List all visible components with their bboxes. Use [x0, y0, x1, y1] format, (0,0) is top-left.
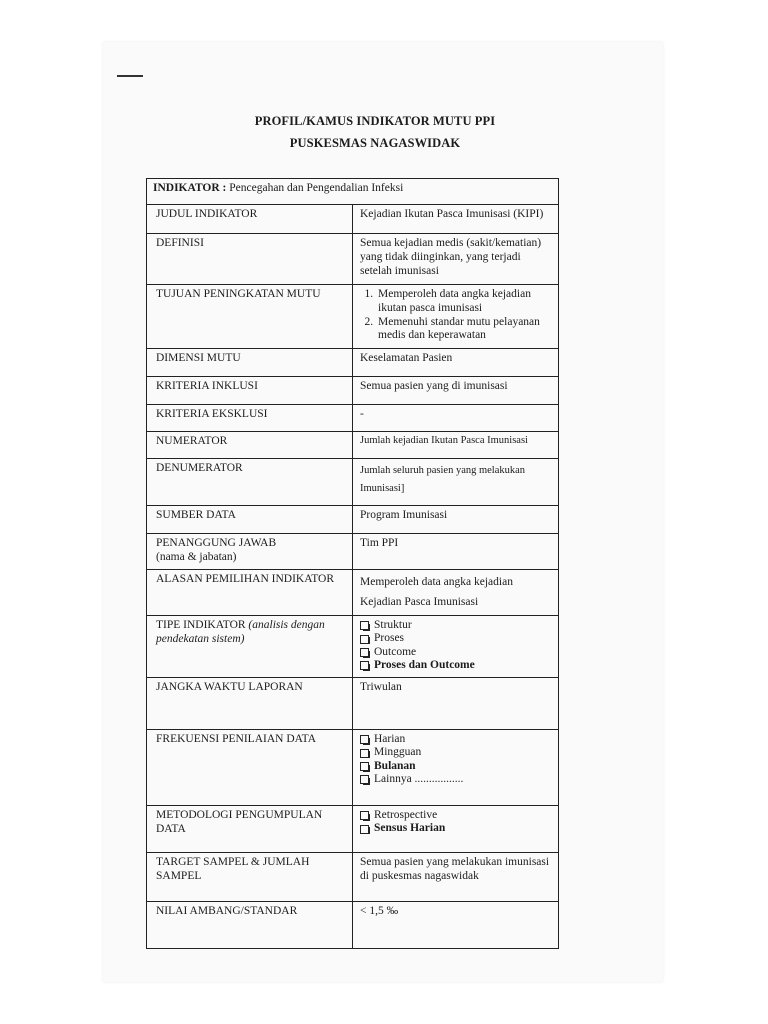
- judul-value: Kejadian Ikutan Pasca Imunisasi (KIPI): [353, 205, 559, 234]
- option-label: Outcome: [374, 645, 417, 658]
- nilai-value: < 1,5 ‰: [353, 902, 559, 949]
- list-item: [360, 659, 553, 672]
- tipe-title: TIPE INDIKATOR: [156, 619, 246, 631]
- tujuan-value: [353, 285, 559, 349]
- tujuan-label: TUJUAN PENINGKATAN MUTU: [147, 285, 353, 349]
- frekuensi-options: [360, 733, 553, 787]
- indikator-label: INDIKATOR :: [153, 182, 227, 194]
- dimensi-value: Keselamatan Pasien: [353, 349, 559, 377]
- list-item: [360, 760, 553, 773]
- checkbox-icon: [360, 648, 369, 657]
- numerator-value: Jumlah kejadian Ikutan Pasca Imunisasi: [353, 432, 559, 459]
- list-item: [360, 746, 553, 759]
- inklusi-label: KRITERIA INKLUSI: [147, 377, 353, 405]
- tipe-value: [353, 616, 559, 678]
- table-row: [147, 616, 559, 678]
- option-label: Mingguan: [374, 746, 422, 759]
- table-row: [147, 285, 559, 349]
- checkbox-icon: [360, 762, 369, 771]
- inklusi-value: Semua pasien yang di imunisasi: [353, 377, 559, 405]
- indikator-cell: [147, 179, 559, 205]
- checkbox-icon: [360, 825, 369, 834]
- numerator-label: NUMERATOR: [147, 432, 353, 459]
- metodologi-label: METODOLOGI PENGUMPULAN DATA: [147, 806, 353, 853]
- denumerator-value: Jumlah seluruh pasien yang melakukan Imunisasi]: [353, 459, 559, 506]
- tipe-label: [147, 616, 353, 678]
- list-item: 2. Memenuhi standar mutu pelayanan medis dan keperawatan: [376, 316, 553, 344]
- table-row: [147, 853, 559, 902]
- jangka-label: JANGKA WAKTU LAPORAN: [147, 678, 353, 730]
- sumber-label: SUMBER DATA: [147, 506, 353, 534]
- table-row: [147, 234, 559, 285]
- table-row: [147, 179, 559, 205]
- eksklusi-label: KRITERIA EKSKLUSI: [147, 405, 353, 432]
- option-label: Lainnya .................: [374, 773, 464, 786]
- table-row: [147, 570, 559, 616]
- table-row: [147, 432, 559, 459]
- table-row: [147, 506, 559, 534]
- dimensi-label: DIMENSI MUTU: [147, 349, 353, 377]
- list-item: [360, 822, 553, 835]
- nilai-label: NILAI AMBANG/STANDAR: [147, 902, 353, 949]
- judul-label: JUDUL INDIKATOR: [147, 205, 353, 234]
- indicator-table: [146, 178, 559, 949]
- list-item: [360, 733, 553, 746]
- target-value: Semua pasien yang melakukan imunisasi di puskesmas nagaswidak: [353, 853, 559, 902]
- list-item: [360, 809, 553, 822]
- denumerator-label: DENUMERATOR: [147, 459, 353, 506]
- penanggung-value: Tim PPI: [353, 534, 559, 570]
- frekuensi-value: [353, 730, 559, 806]
- option-label: Struktur: [374, 619, 412, 631]
- table-row: [147, 806, 559, 853]
- list-item: [360, 619, 553, 632]
- pen-mark: [117, 75, 143, 77]
- definisi-label: DEFINISI: [147, 234, 353, 285]
- definisi-value: Semua kejadian medis (sakit/kematian) yang tidak diinginkan, yang terjadi setelah imunisasi: [353, 234, 559, 285]
- list-item: [360, 773, 553, 786]
- checkbox-icon: [360, 661, 369, 670]
- tipe-options: [360, 619, 553, 673]
- list-item: [360, 632, 553, 645]
- list-item: 1. Memperoleh data angka kejadian ikutan pasca imunisasi: [376, 288, 553, 316]
- table-row: [147, 349, 559, 377]
- eksklusi-value: -: [353, 405, 559, 432]
- list-item: [360, 646, 553, 659]
- option-label-selected: Sensus Harian: [374, 822, 446, 835]
- document-subtitle: PUSKESMAS NAGASWIDAK: [289, 136, 461, 150]
- metodologi-value: [353, 806, 559, 853]
- checkbox-icon: [360, 811, 369, 820]
- table-row: [147, 205, 559, 234]
- tipe-note: (analisis dengan pendekatan sistem): [156, 619, 325, 645]
- target-label: TARGET SAMPEL & JUMLAH SAMPEL: [147, 853, 353, 902]
- option-label-selected: Bulanan: [374, 759, 416, 772]
- option-label: Harian: [374, 733, 406, 745]
- tujuan-list: [360, 288, 553, 343]
- table-row: [147, 678, 559, 730]
- checkbox-icon: [360, 621, 369, 630]
- checkbox-icon: [360, 749, 369, 758]
- metodologi-options: [360, 809, 553, 836]
- option-label: Retrospective: [374, 809, 438, 821]
- table-row: [147, 377, 559, 405]
- penanggung-label: [147, 534, 353, 570]
- checkbox-icon: [360, 635, 369, 644]
- frekuensi-label: FREKUENSI PENILAIAN DATA: [147, 730, 353, 806]
- jangka-value: Triwulan: [353, 678, 559, 730]
- table-row: [147, 730, 559, 806]
- alasan-value: Memperoleh data angka kejadian Kejadian Pasca Imunisasi: [353, 570, 559, 616]
- table-row: [147, 902, 559, 949]
- table-row: [147, 534, 559, 570]
- document-title: PROFIL/KAMUS INDIKATOR MUTU PPI: [254, 114, 496, 128]
- sumber-value: Program Imunisasi: [353, 506, 559, 534]
- penanggung-sublabel: (nama & jabatan): [156, 550, 237, 563]
- table-row: [147, 459, 559, 506]
- indikator-value: Pencegahan dan Pengendalian Infeksi: [229, 182, 404, 194]
- checkbox-icon: [360, 735, 369, 744]
- checkbox-icon: [360, 775, 369, 784]
- table-row: [147, 405, 559, 432]
- alasan-label: ALASAN PEMILIHAN INDIKATOR: [147, 570, 353, 616]
- option-label: Proses: [374, 632, 405, 645]
- option-label-selected: Proses dan Outcome: [374, 659, 475, 672]
- penanggung-title: PENANGGUNG JAWAB: [156, 537, 277, 549]
